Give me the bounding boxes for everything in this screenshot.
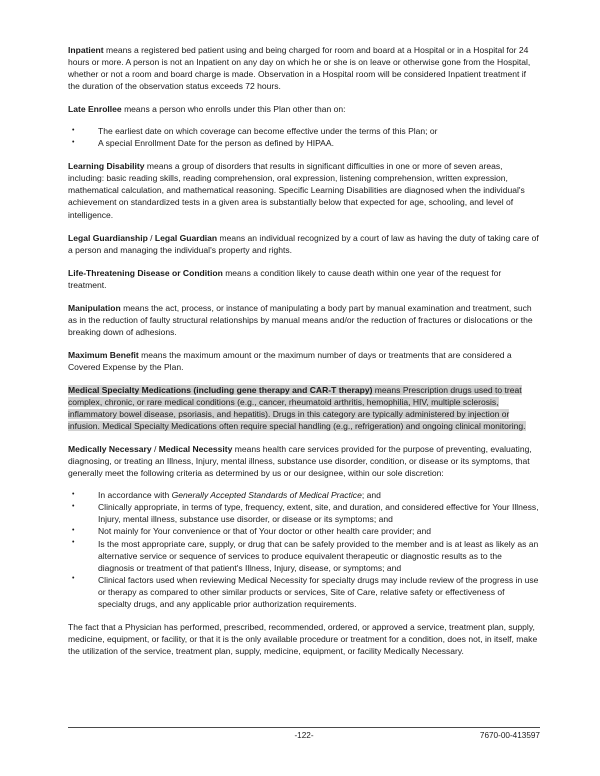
definition-manipulation [68, 302, 540, 338]
definition-legal-guardianship [68, 232, 540, 256]
definition-term: Learning Disability [68, 161, 145, 172]
medical-necessity-criteria-list [68, 489, 540, 609]
list-item-text: Clinically appropriate, in terms of type, frequency, extent, site, and duration, and considered effective for Your Illness, Injury, mental illness, substance use disorder, or disease or its symptoms; and [98, 502, 539, 525]
document-body [68, 44, 540, 657]
definition-term: Late Enrollee [68, 104, 122, 115]
document-number: 7670-00-413597 [479, 731, 540, 740]
list-item-italic-phrase: Generally Accepted Standards of Medical Practice [171, 490, 362, 501]
definition-body: means an individual recognized by a court of law as having the duty of taking care of a person and managing the individual's property and rights. [68, 232, 539, 255]
list-item [68, 125, 540, 137]
definition-term: Life-Threatening Disease or Condition [68, 267, 223, 278]
list-item-text: Clinical factors used when reviewing Medical Necessity for specialty drugs may include review of the progress in use or therapy as compared to other similar products or services, Site of Care, relative safety or effectiveness of specialty drugs, and any applicable prior authorization requirements. [98, 574, 539, 609]
definition-term-separator: / [147, 232, 155, 243]
definition-medical-specialty-medications-highlighted [68, 384, 540, 432]
footer-divider [68, 727, 540, 728]
definition-body: means the act, process, or instance of manipulating a body part by manual examination and treatment, such as in the reduction of faulty structural relationships by manual means and/or the reduction of fractures or dislocations or the breaking down of adhesions. [68, 302, 533, 337]
list-item [68, 137, 540, 149]
list-item-text: Not mainly for Your convenience or that of Your doctor or other health care provider; and [98, 526, 432, 537]
definition-medically-necessary [68, 443, 540, 479]
definition-term: Maximum Benefit [68, 349, 139, 360]
definition-term: Medically Necessary [68, 444, 152, 455]
list-item [68, 574, 540, 610]
definition-term: Legal Guardianship [68, 232, 148, 243]
footer-content [68, 731, 540, 745]
list-item [68, 525, 540, 537]
definition-term-alt: Legal Guardian [154, 232, 218, 243]
definition-body: means health care services provided for the purpose of preventing, evaluating, diagnosing, or treating an Illness, Injury, mental illness, substance use disorder, condition, or disease or its symptoms, that generally meet the following criteria as determined by us or our designee, within our sole discretion: [68, 444, 532, 479]
page-footer [68, 727, 540, 745]
list-item [68, 489, 540, 501]
definition-body: means a condition likely to cause death within one year of the request for treatment. [68, 267, 502, 290]
late-enrollee-bullet-list [68, 125, 540, 149]
page-number: -122- [294, 731, 314, 740]
definition-late-enrollee [68, 103, 540, 115]
list-item-text: Is the most appropriate care, supply, or drug that can be safely provided to the member and is at least as likely as an alternative service or sequence of services to produce equivalent therapeutic or diagnostic results as to the diagnosis or treatment of that patient's Illness, Injury, disease, or symptoms; and [98, 538, 539, 573]
list-item-text: A special Enrollment Date for the person as defined by HIPAA. [98, 138, 334, 149]
definition-body: means a person who enrolls under this Plan other than on: [124, 104, 346, 115]
definition-term: Manipulation [68, 302, 121, 313]
list-item [68, 501, 540, 525]
definition-body: means Prescription drugs used to treat complex, chronic, or rare medical conditions (e.g., cancer, rheumatoid arthritis, hemophilia, HIV, multiple sclerosis, inflammatory bowel disease, psoriasis, and hepatitis). Drugs in this category are typically administered by injection or infusion. Medical Specialty Medications often require special handling (e.g., refrigeration) and ongoing clinical monitoring. [68, 384, 526, 432]
definition-life-threatening [68, 267, 540, 291]
list-item-text: The earliest date on which coverage can become effective under the terms of this Plan; or [98, 126, 438, 137]
definition-body: means the maximum amount or the maximum number of days or treatments that are considered a Covered Expense by the Plan. [68, 349, 512, 372]
list-item [68, 538, 540, 574]
definition-body: means a registered bed patient using and being charged for room and board at a Hospital or in a Hospital for 24 hours or more. A person is not an Inpatient on any day on which he or she is on leave or otherwise gone from the Hospital, whether or not a room and board charge is made. Observation in a Hospital room will be considered Inpatient treatment if the duration of the observation status exceeds 72 hours. [68, 45, 531, 92]
definition-term-alt: Medical Necessity [158, 444, 233, 455]
definition-learning-disability [68, 160, 540, 220]
list-item-suffix: ; and [361, 490, 381, 501]
definition-term: Medical Specialty Medications (including gene therapy and CAR-T therapy) [68, 384, 373, 395]
highlighted-text-run [68, 385, 526, 431]
definition-body: means a group of disorders that results in significant difficulties in one or more of seven areas, including: basic reading skills, reading comprehension, oral expression, listening comprehension, written expression, mathematical calculation, and mathematical reasoning. Specific Learning Disabilities are diagnosed when the individual's achievement on standardized tests in a given area is substantially below that expected for age, schooling, and level of intelligence. [68, 161, 525, 220]
definition-inpatient [68, 44, 540, 92]
closing-paragraph: The fact that a Physician has performed, prescribed, recommended, ordered, or approved a service, treatment plan, supply, medicine, equipment, or facility, or that it is the only available procedure or treatment for a condition, does not, in itself, make the utilization of the service, treatment plan, supply, medicine, equipment, or facility Medically Necessary. [68, 621, 538, 656]
definition-term: Inpatient [68, 45, 104, 55]
list-item-text: In accordance with [98, 490, 172, 501]
definition-maximum-benefit [68, 349, 540, 373]
definition-term-separator: / [151, 444, 159, 455]
